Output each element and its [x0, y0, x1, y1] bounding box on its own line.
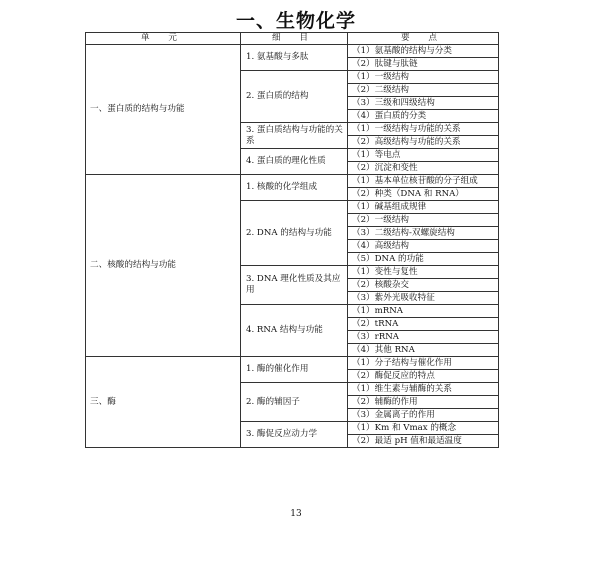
point-cell: （4）其他 RNA [348, 344, 499, 357]
table-row [86, 175, 499, 188]
point-cell: （1）Km 和 Vmax 的概念 [348, 422, 499, 435]
point-cell: （4）高级结构 [348, 240, 499, 253]
table-header-row [86, 33, 499, 45]
syllabus-table [85, 32, 499, 448]
item-cell: 1. 氨基酸与多肽 [241, 45, 348, 71]
point-cell: （1）维生素与辅酶的关系 [348, 383, 499, 396]
point-cell: （1）分子结构与催化作用 [348, 357, 499, 370]
item-cell: 2. 蛋白质的结构 [241, 71, 348, 123]
point-cell: （1）mRNA [348, 305, 499, 318]
point-cell: （5）DNA 的功能 [348, 253, 499, 266]
point-cell: （2）辅酶的作用 [348, 396, 499, 409]
item-cell: 3. DNA 理化性质及其应用 [241, 266, 348, 305]
point-cell: （2）肽键与肽链 [348, 58, 499, 71]
point-cell: （2）核酸杂交 [348, 279, 499, 292]
point-cell: （1）基本单位核苷酸的分子组成 [348, 175, 499, 188]
item-cell: 3. 酶促反应动力学 [241, 422, 348, 448]
unit-cell: 一、蛋白质的结构与功能 [86, 45, 241, 175]
point-cell: （4）蛋白质的分类 [348, 110, 499, 123]
point-cell: （2）二级结构 [348, 84, 499, 97]
point-cell: （1）一级结构与功能的关系 [348, 123, 499, 136]
header-points: 要 点 [348, 33, 499, 45]
header-item: 细 目 [241, 33, 348, 45]
point-cell: （2）种类（DNA 和 RNA） [348, 188, 499, 201]
point-cell: （2）酶促反应的特点 [348, 370, 499, 383]
header-unit: 单 元 [86, 33, 241, 45]
table-row [86, 45, 499, 58]
point-cell: （1）碱基组成规律 [348, 201, 499, 214]
point-cell: （1）变性与复性 [348, 266, 499, 279]
page-number: 13 [290, 509, 302, 519]
table-body [86, 45, 499, 448]
item-cell: 1. 核酸的化学组成 [241, 175, 348, 201]
point-cell: （3）三级和四级结构 [348, 97, 499, 110]
unit-cell: 二、核酸的结构与功能 [86, 175, 241, 357]
item-cell: 1. 酶的催化作用 [241, 357, 348, 383]
unit-cell: 三、酶 [86, 357, 241, 448]
point-cell: （1）氨基酸的结构与分类 [348, 45, 499, 58]
item-cell: 2. 酶的辅因子 [241, 383, 348, 422]
point-cell: （1）等电点 [348, 149, 499, 162]
item-cell: 4. 蛋白质的理化性质 [241, 149, 348, 175]
point-cell: （2）一级结构 [348, 214, 499, 227]
page-title: 一、生物化学 [235, 10, 356, 32]
point-cell: （2）tRNA [348, 318, 499, 331]
point-cell: （3）二级结构-双螺旋结构 [348, 227, 499, 240]
point-cell: （2）沉淀和变性 [348, 162, 499, 175]
item-cell: 3. 蛋白质结构与功能的关系 [241, 123, 348, 149]
point-cell: （3）rRNA [348, 331, 499, 344]
point-cell: （3）紫外光吸收特征 [348, 292, 499, 305]
item-cell: 2. DNA 的结构与功能 [241, 201, 348, 266]
item-cell: 4. RNA 结构与功能 [241, 305, 348, 357]
point-cell: （1）一级结构 [348, 71, 499, 84]
point-cell: （2）最适 pH 值和最适温度 [348, 435, 499, 448]
table-row [86, 357, 499, 370]
point-cell: （2）高级结构与功能的关系 [348, 136, 499, 149]
point-cell: （3）金属离子的作用 [348, 409, 499, 422]
